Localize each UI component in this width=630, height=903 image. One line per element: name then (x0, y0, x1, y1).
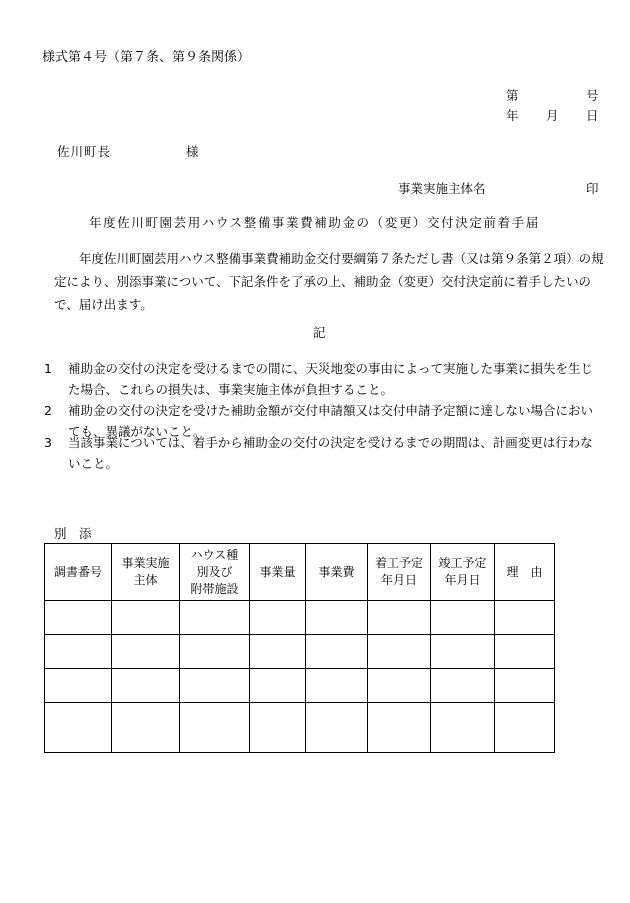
header-cell: 事業量 (250, 544, 306, 601)
table-cell[interactable] (250, 635, 306, 669)
table-row (45, 635, 555, 669)
table-cell[interactable] (180, 703, 250, 753)
table-cell[interactable] (368, 635, 431, 669)
table-cell[interactable] (45, 669, 112, 703)
addressee-name: 佐川町長 (57, 144, 112, 159)
table-cell[interactable] (306, 703, 368, 753)
table-cell[interactable] (45, 635, 112, 669)
table-cell[interactable] (306, 669, 368, 703)
applicant-label: 事業実施主体名 (398, 181, 486, 196)
condition-item-1 (44, 358, 604, 400)
table-cell[interactable] (112, 635, 180, 669)
condition-text: 当該事業については、着手から補助金の交付の決定を受けるまでの期間は、計画変更は行わないこと。 (68, 435, 593, 471)
condition-number: 3 (44, 435, 52, 450)
table-header-row (45, 544, 555, 601)
table-cell[interactable] (180, 669, 250, 703)
table-cell[interactable] (368, 669, 431, 703)
form-number: 様式第４号（第７条、第９条関係） (42, 50, 251, 65)
table-cell[interactable] (431, 601, 495, 635)
table-row (45, 669, 555, 703)
condition-text: 補助金の交付の決定を受けた補助金額が交付申請額又は交付申請予定額に達しない場合においても、異議がないこと。 (68, 403, 594, 439)
header-cell: 調書番号 (45, 544, 112, 601)
table-cell[interactable] (45, 601, 112, 635)
table-cell[interactable] (306, 635, 368, 669)
table-cell[interactable] (495, 703, 555, 753)
table-cell[interactable] (250, 669, 306, 703)
header-cell: 竣工予定 年月日 (431, 544, 495, 601)
attachment-table (44, 543, 555, 753)
date-day: 日 (586, 108, 599, 123)
table-cell[interactable] (368, 601, 431, 635)
table-cell[interactable] (112, 703, 180, 753)
addressee-honorific: 様 (186, 144, 199, 159)
table-cell[interactable] (431, 635, 495, 669)
doc-number-label: 第 (506, 88, 519, 103)
header-cell: ハウス種 別及び 附帯施設 (180, 544, 250, 601)
document-title: 年度佐川町園芸用ハウス整備事業費補助金の（変更）交付決定前着手届 (89, 215, 540, 230)
table-cell[interactable] (431, 703, 495, 753)
table-cell[interactable] (180, 635, 250, 669)
table-cell[interactable] (495, 601, 555, 635)
condition-item-3 (44, 432, 604, 474)
condition-text: 補助金の交付の決定を受けるまでの間に、天災地変の事由によって実施した事業に損失を生じた場合、これらの損失は、事業実施主体が負担すること。 (68, 361, 594, 397)
table-cell[interactable] (306, 601, 368, 635)
table-cell[interactable] (180, 601, 250, 635)
table-cell[interactable] (431, 669, 495, 703)
table-cell[interactable] (112, 669, 180, 703)
table-cell[interactable] (368, 703, 431, 753)
table-cell[interactable] (495, 635, 555, 669)
header-cell: 事業実施 主体 (112, 544, 180, 601)
table-cell[interactable] (45, 703, 112, 753)
header-cell: 理 由 (495, 544, 555, 601)
header-cell: 着工予定 年月日 (368, 544, 431, 601)
table-row (45, 601, 555, 635)
header-cell: 事業費 (306, 544, 368, 601)
body-paragraph: 年度佐川町園芸用ハウス整備事業費補助金交付要綱第７条ただし書（又は第９条第２項）の規定により、別添事業について、下記条件を了承の上、補助金（変更）交付決定前に着手したいので、届け出ます。 (54, 251, 604, 312)
table-row (45, 703, 555, 753)
table-cell[interactable] (250, 703, 306, 753)
date-month: 月 (546, 108, 559, 123)
condition-number: 1 (44, 361, 52, 376)
date-year: 年 (506, 108, 519, 123)
ki-heading: 記 (313, 325, 326, 340)
table-cell[interactable] (495, 669, 555, 703)
table-cell[interactable] (112, 601, 180, 635)
condition-number: 2 (44, 403, 52, 418)
doc-number-suffix: 号 (586, 88, 599, 103)
table-cell[interactable] (250, 601, 306, 635)
attachment-label: 別 添 (54, 526, 92, 541)
seal-mark: 印 (586, 181, 599, 196)
